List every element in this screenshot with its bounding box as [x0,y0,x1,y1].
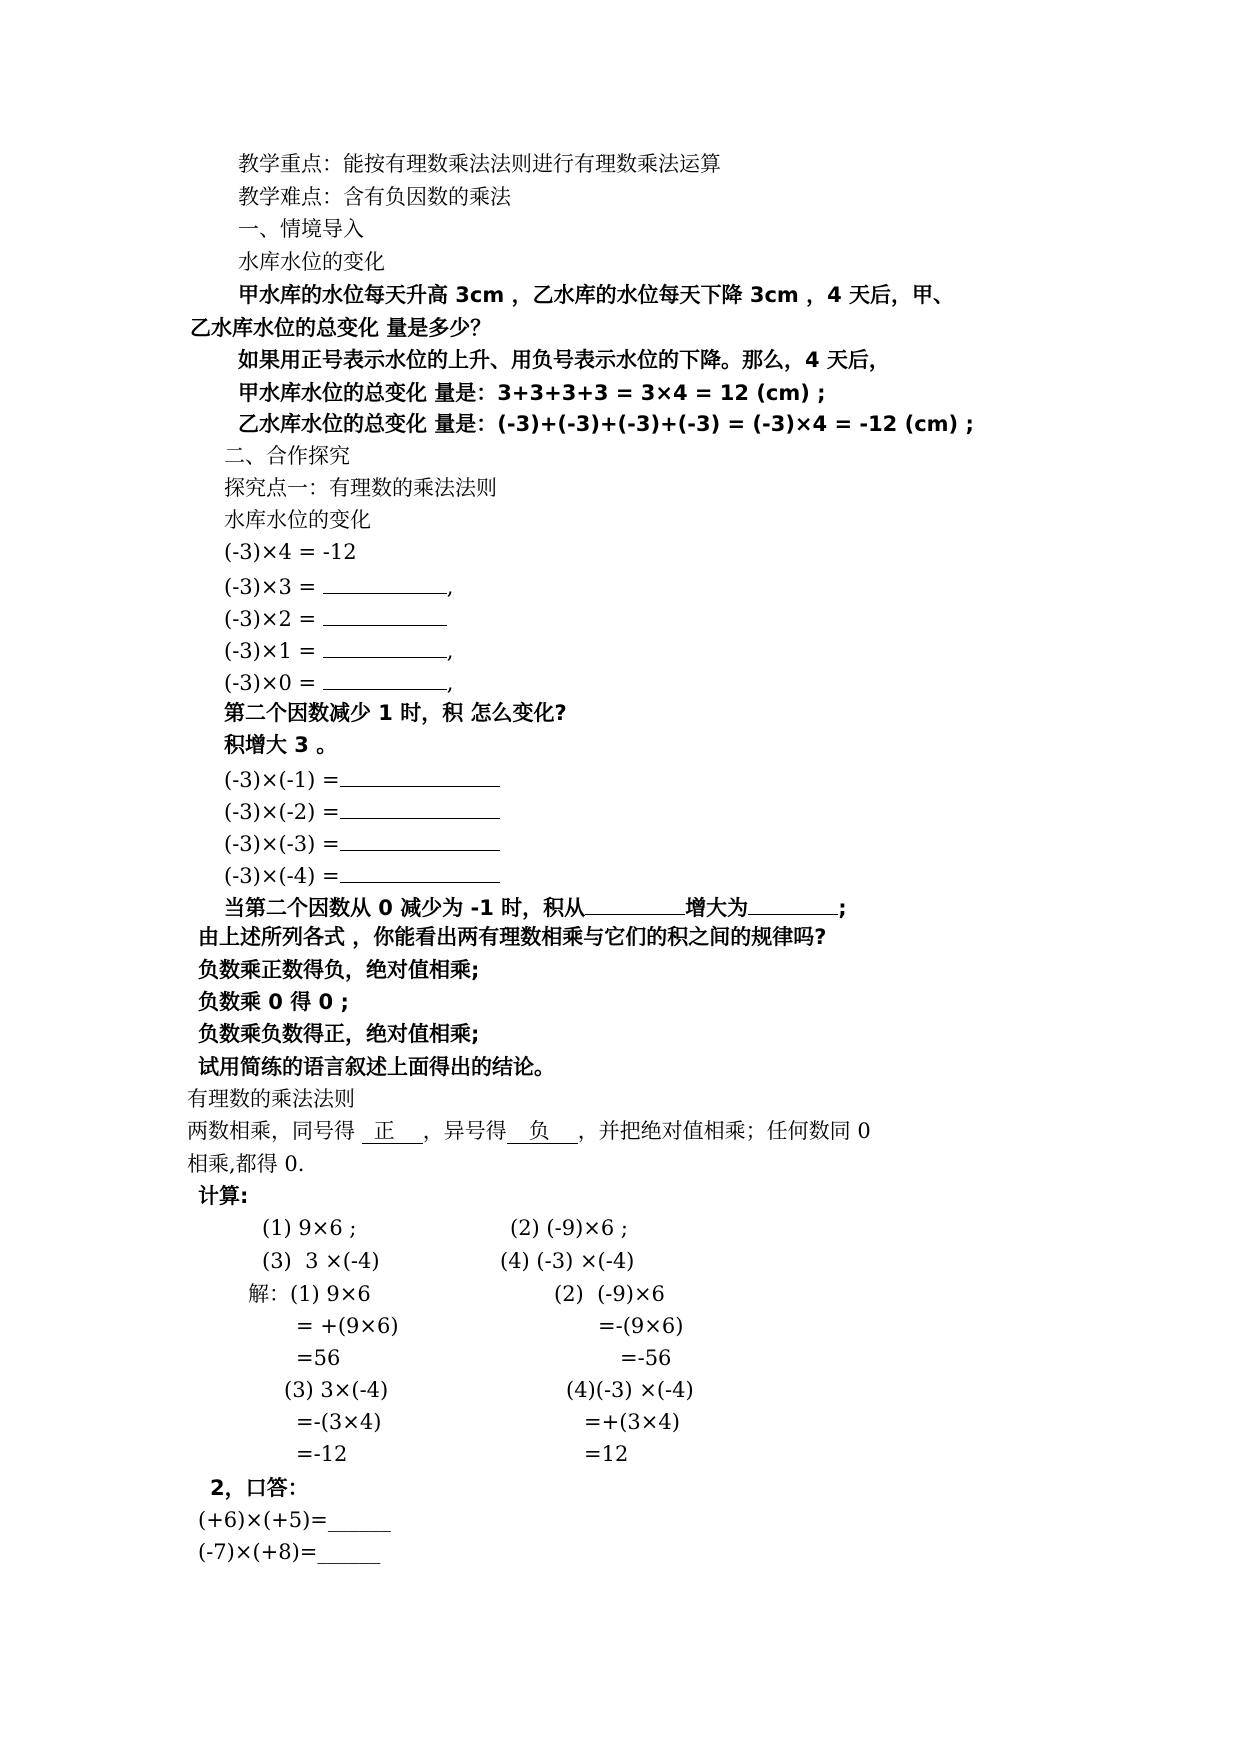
section2-heading: 二、合作探究 [224,444,350,468]
blank-line [340,799,500,819]
calc-problem-4: (4) (-3) ×(-4) [500,1249,635,1273]
equation-5: (-3)×0 = , [224,671,454,695]
blank-line [340,863,500,883]
rule-neg-zero: 负数乘 0 得 0 ; [198,990,349,1014]
solution-3-result: =-12 [296,1442,348,1466]
blank-line [748,895,838,915]
problem-line1: 甲水库的水位每天升高 3cm ，乙水库的水位每天下降 3cm ，4 天后，甲、 [238,283,955,307]
reservoir-a-total: 甲水库水位的总变化 量是：3+3+3+3 = 3×4 = 12 (cm) ; [238,381,826,405]
blank-line [323,638,447,658]
blank-line [323,574,447,594]
solution-4-result: =12 [584,1442,629,1466]
oral-question-2: (-7)×(+8)=______ [198,1540,381,1564]
blank-line [323,670,447,690]
section2-subtitle: 水库水位的变化 [224,508,371,532]
blank-line [340,767,500,787]
solution-1-label: 解：(1) 9×6 [248,1282,371,1306]
sign-convention-line: 如果用正号表示水位的上升、用负号表示水位的下降。那么，4 天后， [238,348,890,372]
solution-4-step: =+(3×4) [584,1410,680,1434]
equation-3: (-3)×2 = [224,606,447,630]
solution-2-step: =-(9×6) [598,1314,684,1338]
blank-line [340,831,500,851]
oral-question-1: (+6)×(+5)=______ [198,1508,391,1532]
law-statement: 两数相乘，同号得 正 ，异号得 负 ，并把绝对值相乘；任何数同 0 [187,1119,871,1143]
blank-line [323,606,447,626]
solution-3-label: (3) 3×(-4) [284,1378,389,1402]
equation-2: (-3)×3 = , [224,575,454,599]
rule-neg-neg: 负数乘负数得正，绝对值相乘; [198,1022,480,1046]
section1-subtitle: 水库水位的变化 [238,250,385,274]
change-answer: 积增大 3 。 [224,733,338,757]
neg-equation-3: (-3)×(-3) = [224,831,500,855]
change-question: 第二个因数减少 1 时，积 怎么变化? [224,701,567,725]
calc-problem-2: (2) (-9)×6 ; [510,1216,628,1240]
oral-title: 2，口答： [210,1476,309,1500]
pattern-question: 由上述所列各式 ，你能看出两有理数相乘与它们的积之间的规律吗? [198,925,827,949]
law-title: 有理数的乘法法则 [187,1087,355,1111]
neg-equation-4: (-3)×(-4) = [224,863,500,887]
calc-problem-3: (3) 3 ×(-4) [262,1249,380,1273]
key-point: 教学重点：能按有理数乘法法则进行有理数乘法运算 [238,152,721,176]
problem-line2: 乙水库水位的总变化 量是多少？ [190,316,492,340]
solution-4-label: (4)(-3) ×(-4) [566,1378,694,1402]
rule-neg-pos: 负数乘正数得负，绝对值相乘; [198,958,480,982]
reservoir-b-total: 乙水库水位的总变化 量是：(-3)+(-3)+(-3)+(-3) = (-3)×4 = -12 (cm) ; [238,412,974,436]
summary-prompt: 试用简练的语言叙述上面得出的结论。 [198,1055,555,1079]
solution-2-label: (2) (-9)×6 [554,1282,665,1306]
fill-in-sentence: 当第二个因数从 0 减少为 -1 时，积从 增大为 ; [224,896,847,920]
section2-subheading: 探究点一：有理数的乘法法则 [224,476,497,500]
equation-4: (-3)×1 = , [224,639,454,663]
answer-diff-sign: 负 [507,1119,578,1144]
solution-2-result: =-56 [620,1346,672,1370]
section1-heading: 一、情境导入 [238,217,364,241]
solution-3-step: =-(3×4) [296,1410,382,1434]
neg-equation-2: (-3)×(-2) = [224,799,500,823]
answer-same-sign: 正 [362,1119,423,1144]
solution-1-result: =56 [296,1346,341,1370]
equation-1: (-3)×4 = -12 [224,540,357,564]
neg-equation-1: (-3)×(-1) = [224,767,500,791]
calc-problem-1: (1) 9×6 ; [262,1216,357,1240]
blank-line [585,895,685,915]
law-statement-cont: 相乘,都得 0. [187,1152,305,1176]
difficult-point: 教学难点：含有负因数的乘法 [238,185,511,209]
calc-title: 计算: [198,1184,249,1208]
solution-1-step: = +(9×6) [296,1314,399,1338]
